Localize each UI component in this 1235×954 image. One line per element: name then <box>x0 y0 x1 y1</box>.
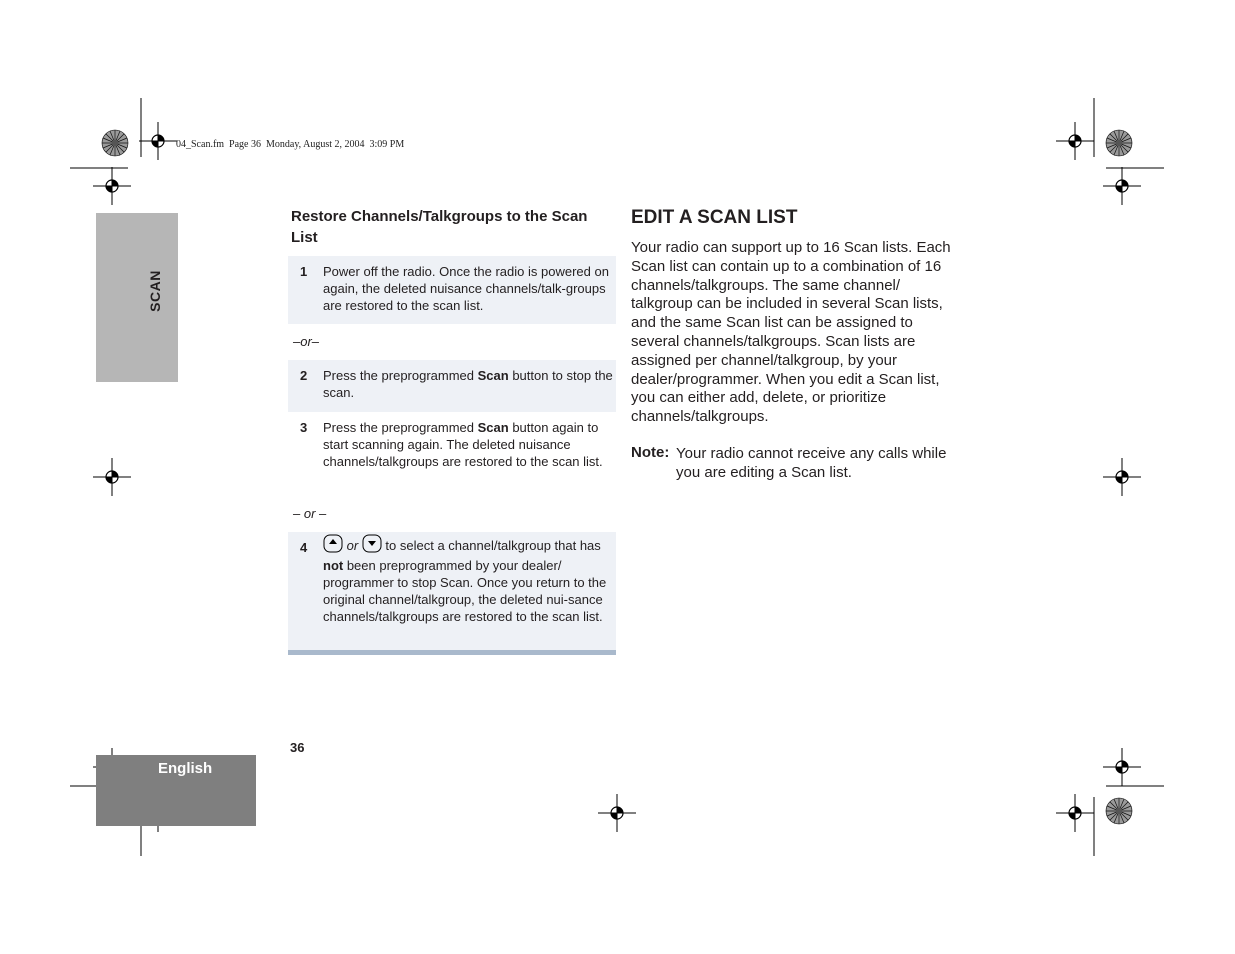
step-text: Press the preprogrammed Scan button again to start scanning again. The deleted nuisance channels/talkgroups are restored to the scan list. <box>323 420 603 469</box>
scan-button-name: Scan <box>477 368 509 383</box>
page-number: 36 <box>290 740 305 755</box>
step-text: or to select a channel/talkgroup that has not been preprogrammed by your dealer/ programmer to stop Scan. Once you return to the original channel/talkgroup, the deleted nui-sance channels/talkgroups are restored to the scan list. <box>323 534 613 625</box>
step-4 <box>288 532 616 650</box>
note-label: Note: <box>631 444 670 461</box>
step-2 <box>288 360 616 412</box>
step-3 <box>288 412 616 492</box>
section-side-tab-label: SCAN <box>147 270 163 312</box>
table-bottom-rule <box>288 650 616 655</box>
emphasis-not: not <box>323 558 344 573</box>
or-separator: – or – <box>293 506 327 521</box>
language-tab-label: English <box>158 760 213 777</box>
section-side-tab <box>96 213 178 382</box>
file-slug: 04_Scan.fm Page 36 Monday, August 2, 2004 3:09 PM <box>176 139 405 150</box>
step-1 <box>288 256 616 324</box>
scan-button-name: Scan <box>477 420 509 435</box>
edit-scan-list-body: Your radio can support up to 16 Scan lists. Each Scan list can contain up to a combination of 16 channels/talkgroups. The same channel/ talkgroup can be included in several Scan lists, and the same Scan list can be assigned to several channels/talkgroups. Scan lists are assigned per channel/talkgroup, by your dealer/programmer. When you edit a Scan list, you can either add, delete, or prioritize channels/talkgroups. <box>631 239 951 426</box>
step-text: Power off the radio. Once the radio is powered on again, the deleted nuisance channels/talk-groups are restored to the scan list. <box>323 264 609 313</box>
edit-scan-list-title: EDIT A SCAN LIST <box>631 207 798 228</box>
note-text: Your radio cannot receive any calls while you are editing a Scan list. <box>676 445 947 481</box>
down-arrow-button-icon <box>362 534 382 557</box>
step-text: Press the preprogrammed Scan button to stop the scan. <box>323 368 613 400</box>
step-number: 4 <box>300 540 308 555</box>
up-arrow-button-icon <box>323 534 343 557</box>
restore-heading: Restore Channels/Talkgroups to the Scan List <box>291 208 588 246</box>
or-separator: –or– <box>293 334 320 349</box>
step-number: 1 <box>300 264 308 279</box>
step-number: 3 <box>300 420 308 435</box>
step-number: 2 <box>300 368 308 383</box>
